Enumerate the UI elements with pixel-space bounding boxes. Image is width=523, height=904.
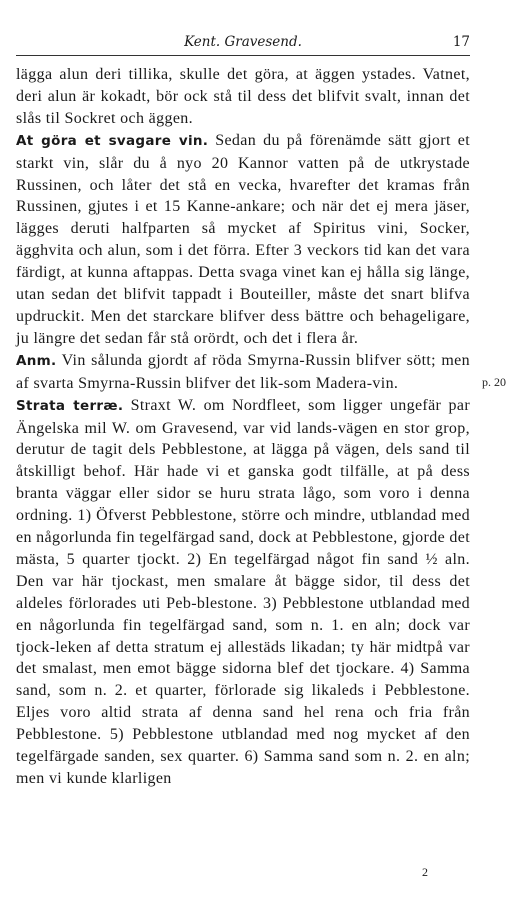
paragraph-lead: Anm. (16, 352, 57, 369)
header-rule (16, 55, 470, 56)
paragraph-text: Vin sålunda gjordt af röda Smyrna-Russin blifver sött; men af svarta Smyrna-Russin blifver det lik-som Madera-vin. (16, 351, 470, 392)
body-text (16, 64, 470, 790)
paragraph-text: lägga alun deri tillika, skulle det göra, at äggen ystades. Vatnet, deri alun är kokadt, bör ock stå til dess det blifvit svalt, innan det slås til Sockret och äggen. (16, 66, 470, 127)
paragraph (16, 64, 470, 130)
running-header (16, 34, 470, 54)
margin-note: p. 20 (482, 375, 506, 389)
signature-mark: 2 (422, 865, 428, 879)
paragraph-lead: At göra et svagare vin. (16, 132, 209, 149)
paragraph (16, 350, 470, 395)
paragraph-text: Sedan du på förenämde sätt gjort et starkt vin, slår du å nyo 20 Kannor vatten på de utkrystade Russinen, och låter det stå en vecka, hvarefter det kramas från Russinen, gjutes i et 15 Kanne-ankare; och när det ej mera jäser, lägges deruti halfparten så mycket af Spiritus vini, Socker, ägghvita och alun, som i det förra. Efter 3 veckors tid kan det vara färdigt, at kunna aftappas. Detta svaga vinet kan ej hålla sig länge, utan sedan det blifvit tappadt i Bouteiller, måste det snart blifva updruckit. Men det starckare blifver dess bättre och behageligare, ju längre det sedan får stå orördt, och det i flera år. (16, 131, 470, 347)
running-title: Kent. Gravesend. (184, 34, 302, 50)
paragraph (16, 395, 470, 790)
paragraph (16, 130, 470, 350)
page-number: 17 (452, 34, 470, 50)
paragraph-text: Straxt W. om Nordfleet, som ligger ungefär par Ängelska mil W. om Gravesend, var vid lands-vägen en stor grop, derutur de tagit dels Pebblestone, at lägga på vägen, dels sand til åtskilligt behof. Här hade vi et ganska godt tilfälle, at på dess branta väggar eller sidor se huru strata lågo, som voro i denna ordning. 1) Öfverst Pebblestone, större och mindre, utblandad med en någorlunda fin tegelfärgad sand, dock at Pebblestone, gjorde det mästa, 5 quarter tjockt. 2) En tegelfärgad något fin sand ½ aln. Den var här tjockast, men smalare åt bägge sidor, til dess det aldeles förlorades uti Peb-blestone. 3) Pebblestone utblandad med en någorlunda fin tegelfärgad sand, som n. 1. en aln; dock var tjock-leken af detta stratum ej allestäds likadan; ty här midtpå var det smalast, men emot bägge sidorna blef det tjockare. 4) Samma sand, som n. 2. et quarter, förlorade sig likaleds i Pebblestone. Eljes voro altid strata af denna sand hel rena och fria från Pebblestone. 5) Pebblestone utblandad med nog mycket af den tegelfärgade sanden, sex quarter. 6) Samma sand som n. 2. en aln; men vi kunde klarligen (16, 396, 471, 787)
paragraph-lead: Strata terræ. (16, 397, 124, 414)
